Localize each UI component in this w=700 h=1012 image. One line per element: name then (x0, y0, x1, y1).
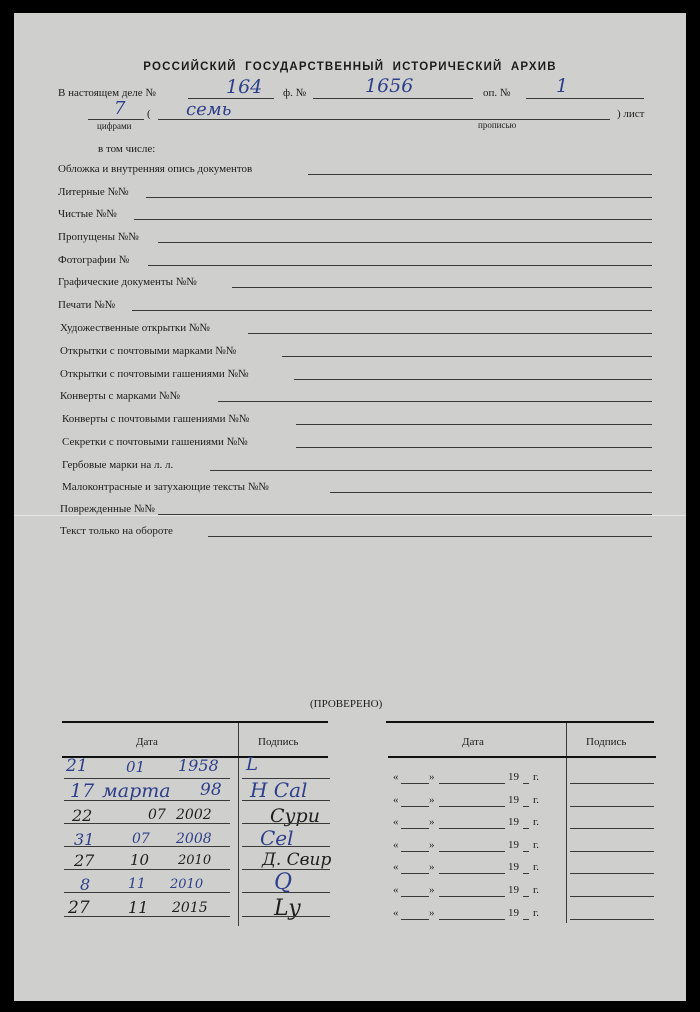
field-line (158, 242, 652, 243)
year-suffix: г. (533, 771, 540, 783)
sign-line (242, 869, 330, 870)
row-month: марта (102, 780, 171, 802)
day-line (401, 828, 429, 829)
quote-open: « (393, 884, 399, 896)
quote-close: » (429, 861, 435, 874)
row-signature: L (246, 754, 258, 775)
row-year: 2010 (178, 853, 212, 868)
field-line (134, 219, 652, 220)
field-label: Секретки с почтовыми гашениями №№ (62, 436, 248, 448)
field-line (282, 356, 652, 357)
row-day: 27 (68, 898, 90, 918)
right-header-rule (388, 756, 656, 758)
field-line (308, 174, 652, 175)
field-label: Литерные №№ (58, 186, 129, 198)
field-line (210, 470, 652, 471)
row-year: 1958 (178, 756, 219, 775)
year-line (523, 919, 529, 920)
century-label: 19 (508, 861, 519, 874)
quote-close: » (429, 793, 435, 806)
left-sign-header: Подпись (258, 736, 299, 748)
left-date-header: Дата (136, 736, 158, 748)
right-sign-header: Подпись (586, 736, 627, 748)
verified-heading: (ПРОВЕРЕНО) (310, 698, 383, 710)
sign-line (570, 828, 654, 829)
year-line (523, 896, 529, 897)
archive-title: РОССИЙСКИЙ ГОСУДАРСТВЕННЫЙ ИСТОРИЧЕСКИЙ АРХИВ (143, 61, 557, 73)
opis-label: оп. № (483, 87, 511, 99)
sign-line (570, 873, 654, 874)
digits-line (88, 119, 144, 120)
right-table-divider (566, 723, 567, 923)
quote-open: « (393, 861, 399, 874)
field-label: Открытки с почтовыми марками №№ (60, 345, 237, 357)
row-line (64, 846, 230, 847)
day-line (401, 783, 429, 784)
row-month: 01 (126, 758, 146, 776)
field-line (296, 424, 652, 425)
field-label: Пропущены №№ (58, 231, 139, 243)
row-month: 11 (128, 898, 149, 917)
digits-value: 7 (114, 98, 126, 119)
quote-close: » (429, 771, 435, 783)
field-line (158, 514, 652, 515)
field-line (232, 287, 652, 288)
month-line (439, 873, 505, 874)
sign-line (242, 846, 330, 847)
century-label: 19 (508, 838, 519, 851)
day-line (401, 896, 429, 897)
century-label: 19 (508, 884, 519, 896)
digits-caption: цифрами (97, 121, 132, 131)
field-label: Печати №№ (58, 299, 116, 311)
row-year: 2008 (176, 831, 212, 847)
century-label: 19 (508, 793, 519, 806)
year-line (523, 783, 529, 784)
quote-open: « (393, 793, 399, 806)
century-label: 19 (508, 816, 519, 829)
including-label: в том числе: (98, 143, 156, 155)
right-table-top-rule (386, 721, 654, 723)
year-suffix: г. (533, 838, 540, 851)
field-line (208, 536, 652, 537)
month-line (439, 806, 505, 807)
row-day: 8 (80, 875, 91, 894)
row-signature: Q (274, 870, 293, 895)
left-table-top-rule (62, 721, 328, 723)
century-label: 19 (508, 771, 519, 783)
sign-line (242, 800, 330, 801)
year-suffix: г. (533, 884, 540, 896)
row-day: 21 (66, 756, 88, 776)
field-label: Графические документы №№ (58, 276, 197, 288)
row-signature: Сеl (260, 826, 294, 850)
row-line (64, 892, 230, 893)
right-date-header: Дата (462, 736, 484, 748)
case-number: 164 (226, 76, 263, 98)
year-suffix: г. (533, 816, 540, 829)
row-month: 07 (148, 807, 166, 823)
month-line (439, 783, 505, 784)
row-line (64, 778, 230, 779)
sign-line (570, 806, 654, 807)
row-line (64, 800, 230, 801)
field-label: Чистые №№ (58, 208, 117, 220)
field-line (294, 379, 652, 380)
row-month: 07 (132, 831, 150, 847)
row-signature: Ly (274, 896, 301, 921)
row-signature: Н Саl (250, 778, 308, 802)
field-label: Гербовые марки на л. л. (62, 459, 174, 471)
field-label: Обложка и внутренняя опись документов (58, 163, 253, 175)
row-year: 98 (200, 780, 222, 800)
century-label: 19 (508, 906, 519, 919)
words-value: семь (186, 99, 232, 120)
quote-close: » (429, 838, 435, 851)
row-day: 17 (70, 780, 95, 802)
opis-number: 1 (556, 75, 569, 97)
opis-line (526, 98, 644, 99)
field-label: Малоконтрасные и затухающие тексты №№ (62, 481, 269, 493)
row-line (64, 916, 230, 917)
year-line (523, 806, 529, 807)
field-label: Поврежденные №№ (60, 503, 155, 515)
field-line (248, 333, 652, 334)
row-line (64, 869, 230, 870)
year-suffix: г. (533, 793, 540, 806)
row-signature: Сури (270, 805, 320, 827)
year-line (523, 873, 529, 874)
row-year: 2002 (176, 807, 212, 823)
field-line (296, 447, 652, 448)
month-line (439, 896, 505, 897)
row-day: 27 (74, 851, 95, 870)
fond-number: 1656 (365, 75, 414, 97)
row-month: 11 (128, 876, 146, 892)
row-day: 22 (72, 806, 93, 825)
field-line (148, 265, 652, 266)
quote-close: » (429, 884, 435, 896)
row-day: 31 (74, 830, 95, 849)
month-line (439, 828, 505, 829)
field-label: Открытки с почтовыми гашениями №№ (60, 368, 249, 380)
sign-line (570, 851, 654, 852)
field-line (146, 197, 652, 198)
day-line (401, 919, 429, 920)
field-line (330, 492, 652, 493)
quote-open: « (393, 906, 399, 919)
row-line (64, 823, 230, 824)
month-line (439, 851, 505, 852)
month-line (439, 919, 505, 920)
field-line (218, 401, 652, 402)
sign-line (570, 896, 654, 897)
field-label: Фотографии № (58, 254, 130, 266)
sign-line (242, 892, 330, 893)
row-signature: Д. Свир (262, 850, 332, 870)
field-line (132, 310, 652, 311)
year-suffix: г. (533, 861, 540, 874)
sign-line (242, 916, 330, 917)
row-year: 2010 (170, 877, 204, 892)
row-month: 10 (130, 851, 150, 869)
words-caption: прописью (478, 120, 517, 130)
day-line (401, 873, 429, 874)
sign-line (242, 778, 330, 779)
sign-line (570, 783, 654, 784)
field-label: Художественные открытки №№ (60, 322, 210, 334)
fond-label: ф. № (283, 87, 307, 99)
row-year: 2015 (172, 900, 208, 916)
year-line (523, 828, 529, 829)
quote-open: « (393, 816, 399, 829)
sign-line (570, 919, 654, 920)
quote-open: « (393, 771, 399, 783)
year-suffix: г. (533, 906, 540, 919)
paren-open: ( (147, 108, 151, 120)
quote-close: » (429, 816, 435, 829)
quote-open: « (393, 838, 399, 851)
fold-crease (14, 515, 686, 516)
field-label: Конверты с марками №№ (60, 390, 181, 402)
left-table-divider (238, 723, 239, 926)
leaf-label: ) лист (617, 108, 645, 120)
year-line (523, 851, 529, 852)
day-line (401, 851, 429, 852)
sign-line (242, 823, 330, 824)
field-label: Текст только на обороте (60, 525, 173, 537)
case-prefix: В настоящем деле № (58, 87, 156, 99)
day-line (401, 806, 429, 807)
field-label: Конверты с почтовыми гашениями №№ (62, 413, 250, 425)
fond-line (313, 98, 473, 99)
quote-close: » (429, 906, 435, 919)
